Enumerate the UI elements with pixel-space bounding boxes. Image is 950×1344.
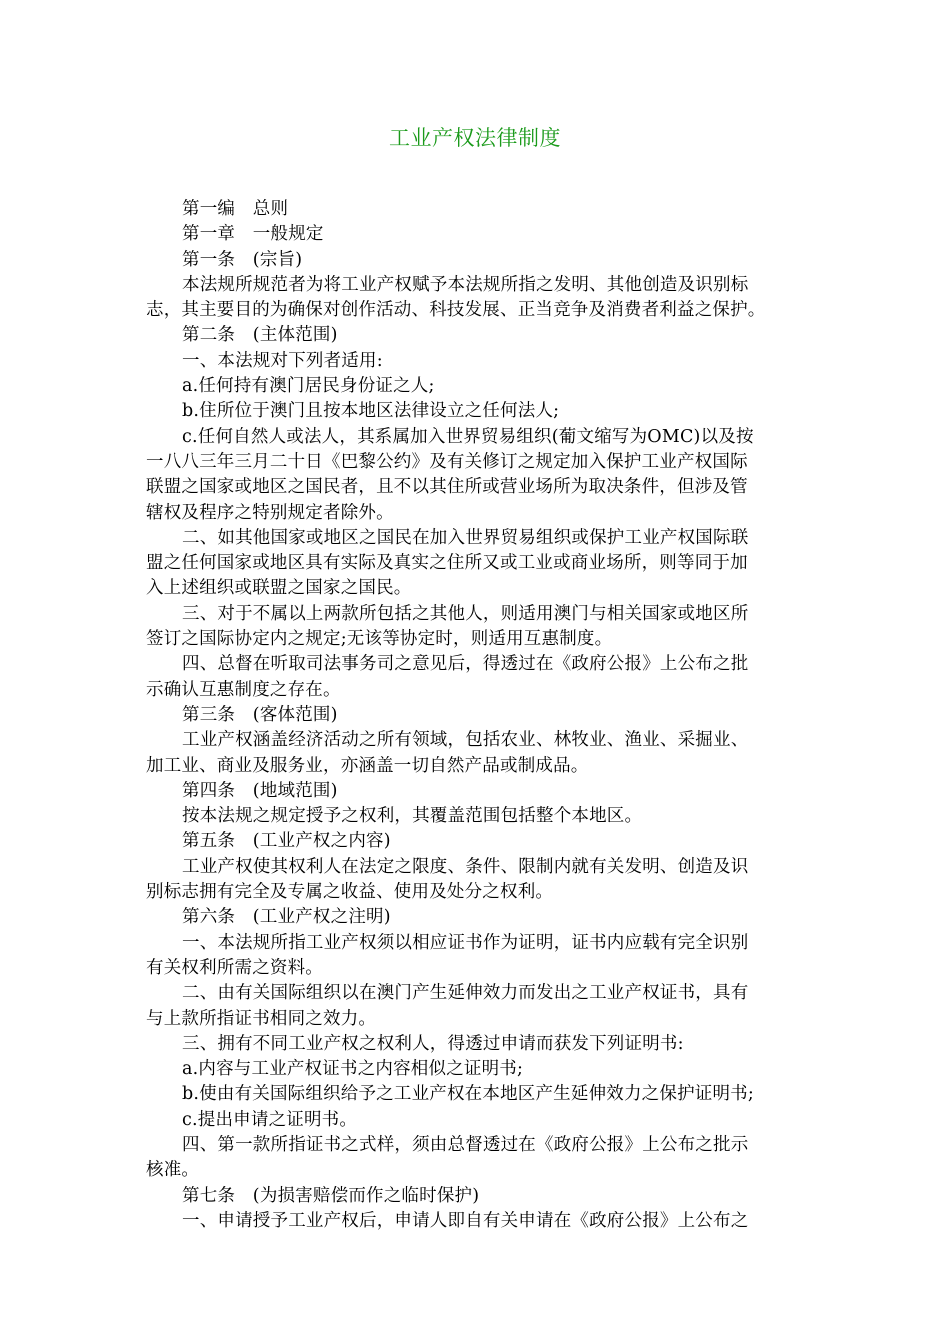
text-line: 与上款所指证书相同之效力。 xyxy=(146,1008,377,1029)
text-line: 第二条 (主体范围) xyxy=(182,325,338,346)
text-line: 第七条 (为损害赔偿而作之临时保护) xyxy=(182,1185,480,1206)
text-line: 别标志拥有完全及专属之收益、使用及处分之权利。 xyxy=(146,882,554,903)
text-line: 辖权及程序之特别规定者除外。 xyxy=(146,502,394,523)
text-line: 第一条 (宗旨) xyxy=(182,249,303,270)
text-line: c.任何自然人或法人，其系属加入世界贸易组织(葡文缩写为OMC)以及按 xyxy=(182,426,754,447)
text-line: 联盟之国家或地区之国民者，且不以其住所或营业场所为取决条件，但涉及管 xyxy=(146,477,748,498)
text-line: 一、申请授予工业产权后，申请人即自有关申请在《政府公报》上公布之 xyxy=(182,1210,749,1231)
text-line: 本法规所规范者为将工业产权赋予本法规所指之发明、其他创造及识别标 xyxy=(182,274,749,295)
text-line: 核准。 xyxy=(146,1160,200,1181)
text-line: 志，其主要目的为确保对创作活动、科技发展、正当竞争及消费者利益之保护。 xyxy=(146,300,766,321)
text-line: 第三条 (客体范围) xyxy=(182,704,338,725)
text-line: 第一编 总则 xyxy=(182,199,289,219)
text-line: a.内容与工业产权证书之内容相似之证明书; xyxy=(182,1059,524,1080)
text-line: 盟之任何国家或地区具有实际及真实之住所又或工业或商业场所，则等同于加 xyxy=(146,553,748,574)
document-body xyxy=(146,197,806,1234)
text-line: 一、本法规所指工业产权须以相应证书作为证明，证书内应载有完全识别 xyxy=(182,932,749,953)
text-line: 第一章 一般规定 xyxy=(182,224,324,245)
text-line: 一、本法规对下列者适用: xyxy=(182,350,383,371)
text-line: 三、对于不属以上两款所包括之其他人，则适用澳门与相关国家或地区所 xyxy=(182,603,749,624)
text-line: 第五条 (工业产权之内容) xyxy=(182,831,391,852)
text-line: b.使由有关国际组织给予之工业产权在本地区产生延伸效力之保护证明书; xyxy=(182,1084,754,1105)
text-line: c.提出申请之证明书。 xyxy=(182,1109,358,1130)
text-line: 二、由有关国际组织以在澳门产生延伸效力而发出之工业产权证书，具有 xyxy=(182,983,749,1004)
text-line: 工业产权使其权利人在法定之限度、条件、限制内就有关发明、创造及识 xyxy=(182,856,749,877)
text-line: 签订之国际协定内之规定;无该等协定时，则适用互惠制度。 xyxy=(146,629,613,650)
text-line: 一八八三年三月二十日《巴黎公约》及有关修订之规定加入保护工业产权国际 xyxy=(146,451,748,472)
text-line: 三、拥有不同工业产权之权利人，得透过申请而获发下列证明书: xyxy=(182,1033,684,1054)
text-line: 入上述组织或联盟之国家之国民。 xyxy=(146,578,412,599)
text-line: b.住所位于澳门且按本地区法律设立之任何法人; xyxy=(182,401,560,422)
text-line: 第四条 (地域范围) xyxy=(182,780,338,801)
text-line: a.任何持有澳门居民身份证之人; xyxy=(182,376,435,397)
text-line: 四、总督在听取司法事务司之意见后，得透过在《政府公报》上公布之批 xyxy=(182,654,749,675)
text-line: 按本法规之规定授予之权利，其覆盖范围包括整个本地区。 xyxy=(182,806,643,827)
text-line: 示确认互惠制度之存在。 xyxy=(146,679,341,700)
text-line: 二、如其他国家或地区之国民在加入世界贸易组织或保护工业产权国际联 xyxy=(182,527,749,548)
document-title: 工业产权法律制度 xyxy=(389,126,561,150)
text-line: 工业产权涵盖经济活动之所有领域，包括农业、林牧业、渔业、采掘业、 xyxy=(182,730,749,751)
text-line: 加工业、商业及服务业，亦涵盖一切自然产品或制成品。 xyxy=(146,755,589,776)
text-line: 四、第一款所指证书之式样，须由总督透过在《政府公报》上公布之批示 xyxy=(182,1134,749,1155)
text-line: 有关权利所需之资料。 xyxy=(146,957,323,978)
text-line: 第六条 (工业产权之注明) xyxy=(182,907,391,928)
